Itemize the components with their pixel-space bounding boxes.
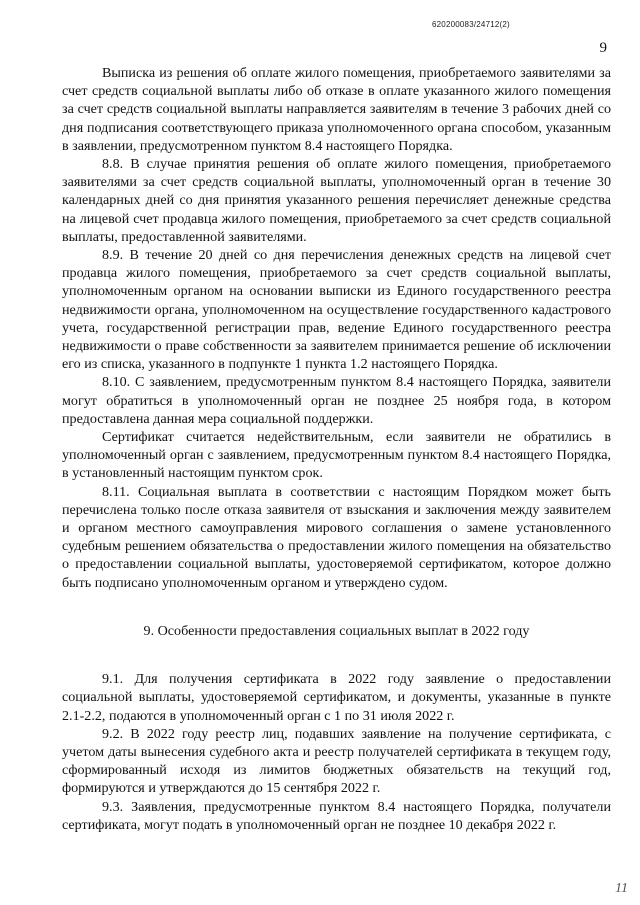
paragraph-statement-extract: Выписка из решения об оплате жилого помещения, приобретаемого заявителями за счет средств социальной выплаты либо об отказе в оплате указанного жилого помещения за счет средств социальной выплаты направляется заявителям в течение 3 рабочих дней со дня подписания соответствующего приказа уполномоченного органа способом, указанным в заявлении, предусмотренном пунктом 8.4 настоящего Порядка.	[62, 65, 611, 154]
paragraph-9-1: 9.1. Для получения сертификата в 2022 году заявление о предоставлении социальной выплаты, удостоверяемой сертификатом, и документы, указанные в пункте 2.1-2.2, подаются в уполномоченный орган с 1 по 31 июля 2022 г.	[62, 671, 611, 724]
handwritten-page-mark: 11	[615, 881, 628, 896]
document-id: 620200083/24712(2)	[432, 20, 510, 29]
paragraph-8-11: 8.11. Социальная выплата в соответствии с настоящим Порядком может быть перечислена только после отказа заявителя от взыскания и заключения между заявителем и органом местного самоуправления мирового соглашения о замене установленного судебным решением обязательства о предоставлении жилого помещения на обязательство о предоставлении социальной выплаты, удостоверяемой сертификатом, которое должно быть подписано уполномоченным органом и утверждено судом.	[62, 483, 611, 591]
document-body	[62, 64, 611, 834]
paragraph-9-2: 9.2. В 2022 году реестр лиц, подавших заявление на получение сертификата, с учетом даты вынесения судебного акта и реестр получателей сертификата в текущем году, сформированный исходя из лимитов бюджетных обязательств на текущий год, формируются и утверждаются до 15 сентября 2022 г.	[62, 725, 611, 797]
paragraph-8-10: 8.10. С заявлением, предусмотренным пунктом 8.4 настоящего Порядка, заявители могут обратиться в уполномоченный орган не позднее 25 ноября года, в котором предоставлена данная мера социальной поддержки.	[62, 374, 611, 427]
page-number: 9	[599, 40, 607, 56]
paragraph-8-8: 8.8. В случае принятия решения об оплате жилого помещения, приобретаемого заявителями за счет средств социальной выплаты, уполномоченный орган в течение 30 календарных дней со дня принятия указанного решения перечисляет денежные средства на лицевой счет продавца жилого помещения, приобретаемого за счет средств социальной выплаты, предоставленной заявителями.	[62, 156, 611, 245]
paragraph-8-9: 8.9. В течение 20 дней со дня перечисления денежных средств на лицевой счет продавца жилого помещения, приобретаемого за счет средств социальной выплаты, уполномоченным органом на основании выписки из Единого государственного реестра недвижимости органа, уполномоченном на осуществление государственного кадастрового учета, государственной регистрации прав, ведение Единого государственного реестра недвижимости о праве собственности за заявителем принимается решение об исключении его из списка, указанного в подпункте 1 пункта 1.2 настоящего Порядка.	[62, 247, 611, 373]
section-title: 9. Особенности предоставления социальных выплат в 2022 году	[143, 622, 530, 639]
paragraph-certificate-invalid: Сертификат считается недействительным, если заявители не обратились в уполномоченный орган с заявлением, предусмотренным пунктом 8.4 настоящего Порядка, в установленный настоящим пунктом срок.	[62, 429, 611, 482]
paragraph-9-3: 9.3. Заявления, предусмотренные пунктом 8.4 настоящего Порядка, получатели сертификата, могут подать в уполномоченный орган не позднее 10 декабря 2022 г.	[62, 798, 611, 833]
